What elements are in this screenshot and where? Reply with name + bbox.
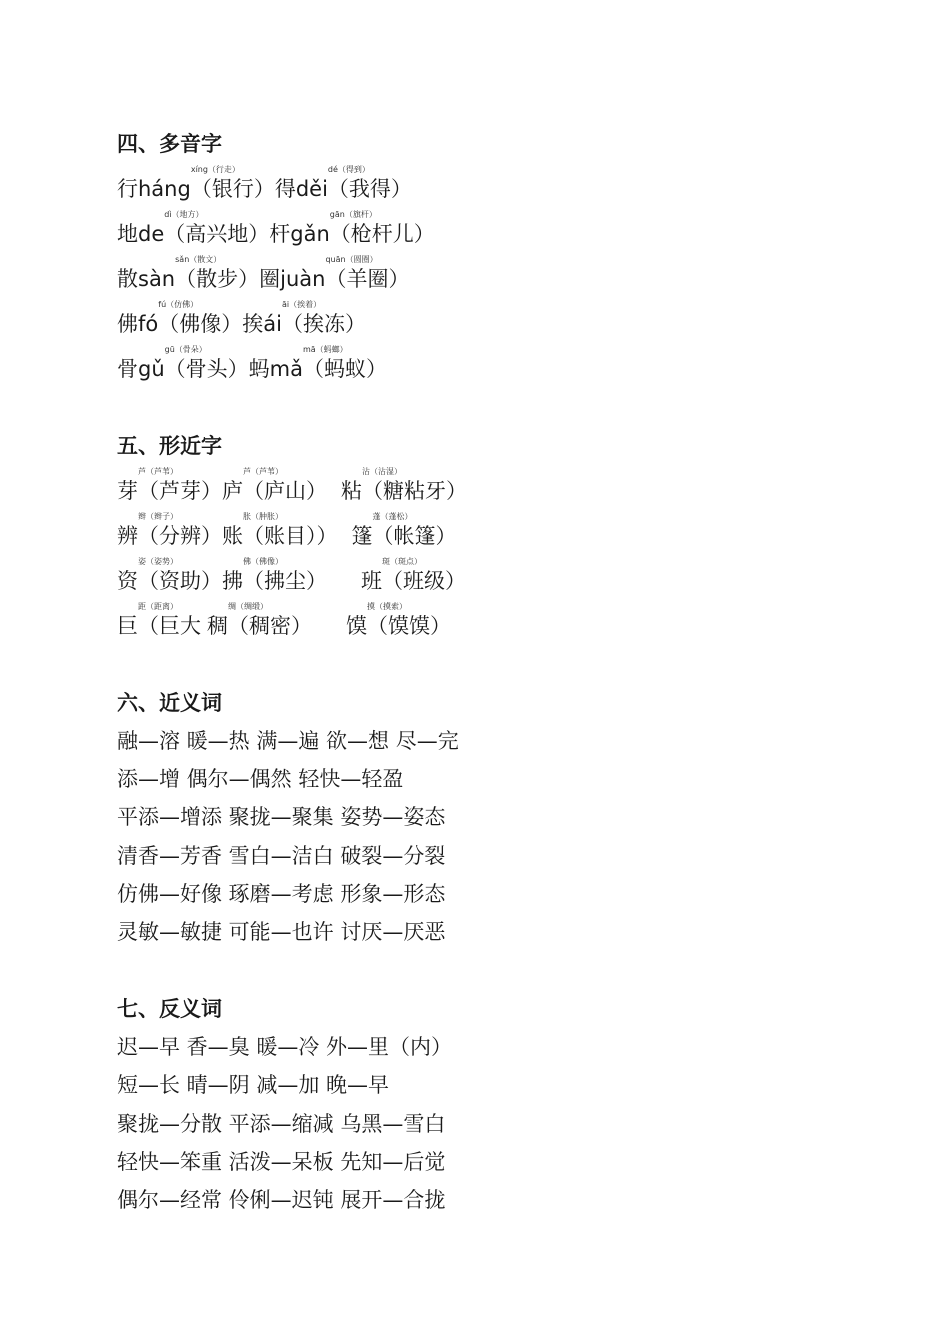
ruby-annotation: dé（得到） xyxy=(327,165,370,174)
entry-char: 拂 xyxy=(222,569,243,593)
ruby-annotation: āi（挨着） xyxy=(281,300,322,309)
entry-char: 账 xyxy=(222,524,243,548)
ruby-annotation: gān（旗杆） xyxy=(329,210,377,219)
ruby-annotation: sǎn（散文） xyxy=(175,255,222,264)
antonym-line: 轻快—笨重 活泼—呆板 先知—后觉 xyxy=(117,1150,446,1174)
synonym-line: 灵敏—敏捷 可能—也许 讨厌—厌恶 xyxy=(117,920,446,944)
entry-char: 班 xyxy=(361,569,382,593)
synonym-line: 仿佛—好像 琢磨—考虑 形象—形态 xyxy=(117,882,446,906)
polyphonic-line xyxy=(117,210,435,248)
entry-char: 馍 xyxy=(346,614,367,638)
section-heading-synonyms: 六、近义词 xyxy=(117,691,222,715)
entry-char: 资 xyxy=(117,569,138,593)
entry-example: （我得） xyxy=(327,177,412,201)
section-heading-similar-chars: 五、形近字 xyxy=(117,434,222,458)
antonym-line: 偶尔—经常 伶俐—迟钝 展开—合拢 xyxy=(117,1188,446,1212)
ruby-annotation: 距（距离） xyxy=(138,602,178,611)
entry-char-pinyin: 杆gǎn xyxy=(269,222,330,246)
entry-example: （拂尘） xyxy=(243,569,327,593)
synonym-line: 平添—增添 聚拢—聚集 姿势—姿态 xyxy=(117,805,446,829)
antonym-line: 迟—早 香—臭 暖—冷 外—里（内） xyxy=(117,1035,453,1059)
synonym-line: 添—增 偶尔—偶然 轻快—轻盈 xyxy=(117,767,404,791)
entry-char: 芽 xyxy=(117,479,138,503)
entry-char-pinyin: 佛fó xyxy=(117,312,159,336)
entry-example: （巨大 xyxy=(138,614,201,638)
similar-chars-line xyxy=(117,512,457,550)
ruby-annotation: 蓬（蓬松） xyxy=(372,512,413,521)
entry-example: （挨冻） xyxy=(281,312,366,336)
section-heading-antonyms: 七、反义词 xyxy=(117,997,222,1021)
similar-chars-line xyxy=(117,602,451,640)
ruby-annotation: 摸（摸索） xyxy=(367,602,407,611)
antonym-line: 聚拢—分散 平添—缩减 乌黑—雪白 xyxy=(117,1112,446,1136)
entry-example: （佛像） xyxy=(158,312,243,336)
entry-example: （蚂蚁） xyxy=(302,357,387,381)
entry-example: （银行） xyxy=(190,177,275,201)
entry-example: （糖粘牙） xyxy=(362,479,467,503)
entry-example: （馍馍） xyxy=(367,614,451,638)
ruby-annotation: 芦（芦苇） xyxy=(243,467,283,476)
entry-char: 巨 xyxy=(117,614,138,638)
entry-char: 辨 xyxy=(117,524,138,548)
ruby-annotation: mā（蚂螂） xyxy=(302,345,348,354)
ruby-annotation: 沾（沾湿） xyxy=(362,467,402,476)
similar-chars-line xyxy=(117,557,466,595)
entry-example: （枪杆儿） xyxy=(329,222,435,246)
ruby-annotation: 辫（辫子） xyxy=(138,512,178,521)
entry-example: （帐篷） xyxy=(372,524,457,548)
entry-example: （庐山） xyxy=(243,479,327,503)
entry-char: 稠 xyxy=(207,614,228,638)
entry-char-pinyin: 蚂mǎ xyxy=(248,357,303,381)
entry-example: （羊圈） xyxy=(325,267,410,291)
entry-char-pinyin: 地de xyxy=(117,222,165,246)
synonym-line: 清香—芳香 雪白—洁白 破裂—分裂 xyxy=(117,844,446,868)
entry-example: （资助） xyxy=(138,569,222,593)
entry-char-pinyin: 骨gǔ xyxy=(117,357,165,381)
ruby-annotation: fú（仿佛） xyxy=(158,300,199,309)
ruby-annotation: xíng（行走） xyxy=(190,165,240,174)
entry-char: 粘 xyxy=(341,479,362,503)
entry-example: （账目）） xyxy=(243,524,338,548)
entry-char: 篷 xyxy=(351,524,373,548)
section-heading-polyphonic: 四、多音字 xyxy=(117,132,222,156)
ruby-annotation: 佛（佛像） xyxy=(243,557,283,566)
ruby-annotation: quān（圆圈） xyxy=(325,255,378,264)
polyphonic-line xyxy=(117,255,410,293)
ruby-annotation: 芦（芦苇） xyxy=(138,467,178,476)
polyphonic-line xyxy=(117,300,366,338)
entry-char-pinyin: 得děi xyxy=(274,177,328,201)
ruby-annotation: 斑（斑点） xyxy=(382,557,422,566)
entry-char-pinyin: 圈juàn xyxy=(259,267,326,291)
entry-example: （芦芽） xyxy=(138,479,222,503)
entry-example: （班级） xyxy=(382,569,466,593)
entry-char-pinyin: 挨ái xyxy=(242,312,282,336)
entry-example: （分辨） xyxy=(138,524,222,548)
antonym-line: 短—长 晴—阴 减—加 晚—早 xyxy=(117,1073,390,1097)
entry-example: （骨头） xyxy=(164,357,249,381)
ruby-annotation: gū（骨朵） xyxy=(164,345,207,354)
entry-char: 庐 xyxy=(222,479,243,503)
polyphonic-line xyxy=(117,165,412,203)
ruby-annotation: 姿（姿势） xyxy=(138,557,178,566)
entry-char-pinyin: 行háng xyxy=(117,177,191,201)
ruby-annotation: 胀（肿胀） xyxy=(243,512,283,521)
similar-chars-line xyxy=(117,467,467,505)
polyphonic-line xyxy=(117,345,387,383)
entry-example: （散步） xyxy=(175,267,260,291)
ruby-annotation: 绸（绸缎） xyxy=(228,602,268,611)
entry-char-pinyin: 散sàn xyxy=(117,267,176,291)
entry-example: （稠密） xyxy=(228,614,312,638)
entry-example: （高兴地） xyxy=(164,222,270,246)
ruby-annotation: dì（地方） xyxy=(164,210,204,219)
synonym-line: 融—溶 暖—热 满—遍 欲—想 尽—完 xyxy=(117,729,459,753)
